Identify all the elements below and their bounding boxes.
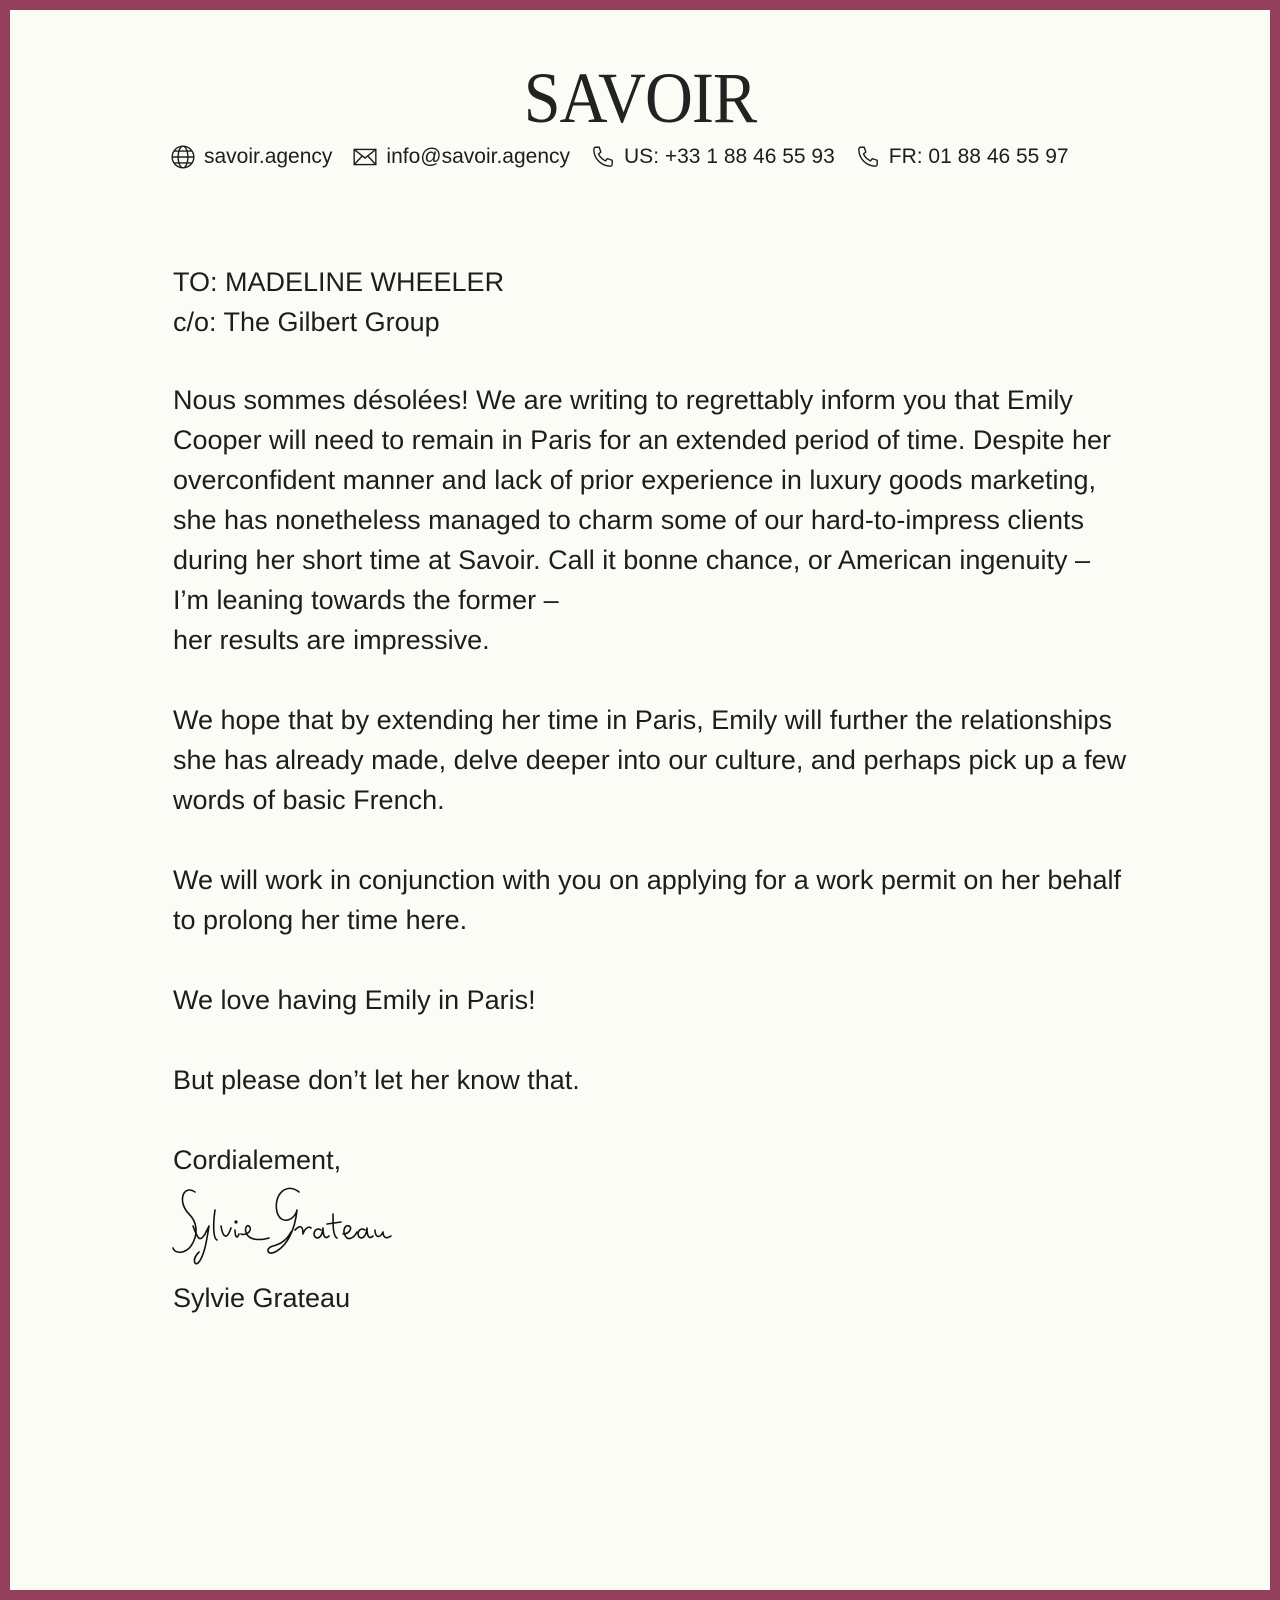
globe-icon	[170, 144, 196, 170]
paragraph	[173, 380, 1133, 660]
phone-us-text: US: +33 1 88 46 55 93	[624, 145, 835, 168]
phone-icon	[855, 144, 881, 170]
contact-bar	[170, 144, 1130, 170]
handwritten-signature	[169, 1174, 1133, 1270]
recipient-name: TO: MADELINE WHEELER	[173, 267, 505, 297]
letter-page	[10, 10, 1270, 1590]
contact-website[interactable]	[170, 144, 332, 170]
contact-phone-fr[interactable]	[855, 144, 1069, 170]
recipient-company: c/o: The Gilbert Group	[173, 307, 440, 337]
brand-logo: SAVOIR	[523, 58, 757, 138]
paragraph: We hope that by extending her time in Paris, Emily will further the relationships she has already made, delve deeper into our culture, and perhaps pick up a few words of basic French.	[173, 705, 1127, 815]
contact-phone-us[interactable]	[590, 144, 835, 170]
email-text: info@savoir.agency	[386, 145, 571, 168]
paragraph: We will work in conjunction with you on applying for a work permit on her behalf to prolong her time here.	[173, 865, 1121, 935]
paragraph: But please don’t let her know that.	[173, 1065, 580, 1095]
recipient-block	[173, 262, 1133, 342]
website-text: savoir.agency	[204, 145, 333, 168]
mail-icon	[352, 144, 378, 170]
phone-icon	[590, 144, 616, 170]
paragraph-text: her results are impressive.	[173, 625, 490, 655]
paragraph-text: Nous sommes désolées! We are writing to regrettably inform you that Emily Cooper will need to remain in Paris for an extended period of time. Despite her overconfident manner and lack of prior experience in luxury goods marketing, she has nonetheless managed to charm some of our hard-to-impress clients during her short time at Savoir. Call it bonne chance, or American ingenuity – I’m leaning towards the former –	[173, 385, 1111, 615]
signer-name: Sylvie Grateau	[173, 1283, 351, 1313]
paragraph: We love having Emily in Paris!	[173, 985, 536, 1015]
letter-body	[173, 262, 1133, 1358]
closing: Cordialement,	[173, 1145, 342, 1175]
phone-fr-text: FR: 01 88 46 55 97	[888, 145, 1069, 168]
contact-email[interactable]	[352, 144, 570, 170]
